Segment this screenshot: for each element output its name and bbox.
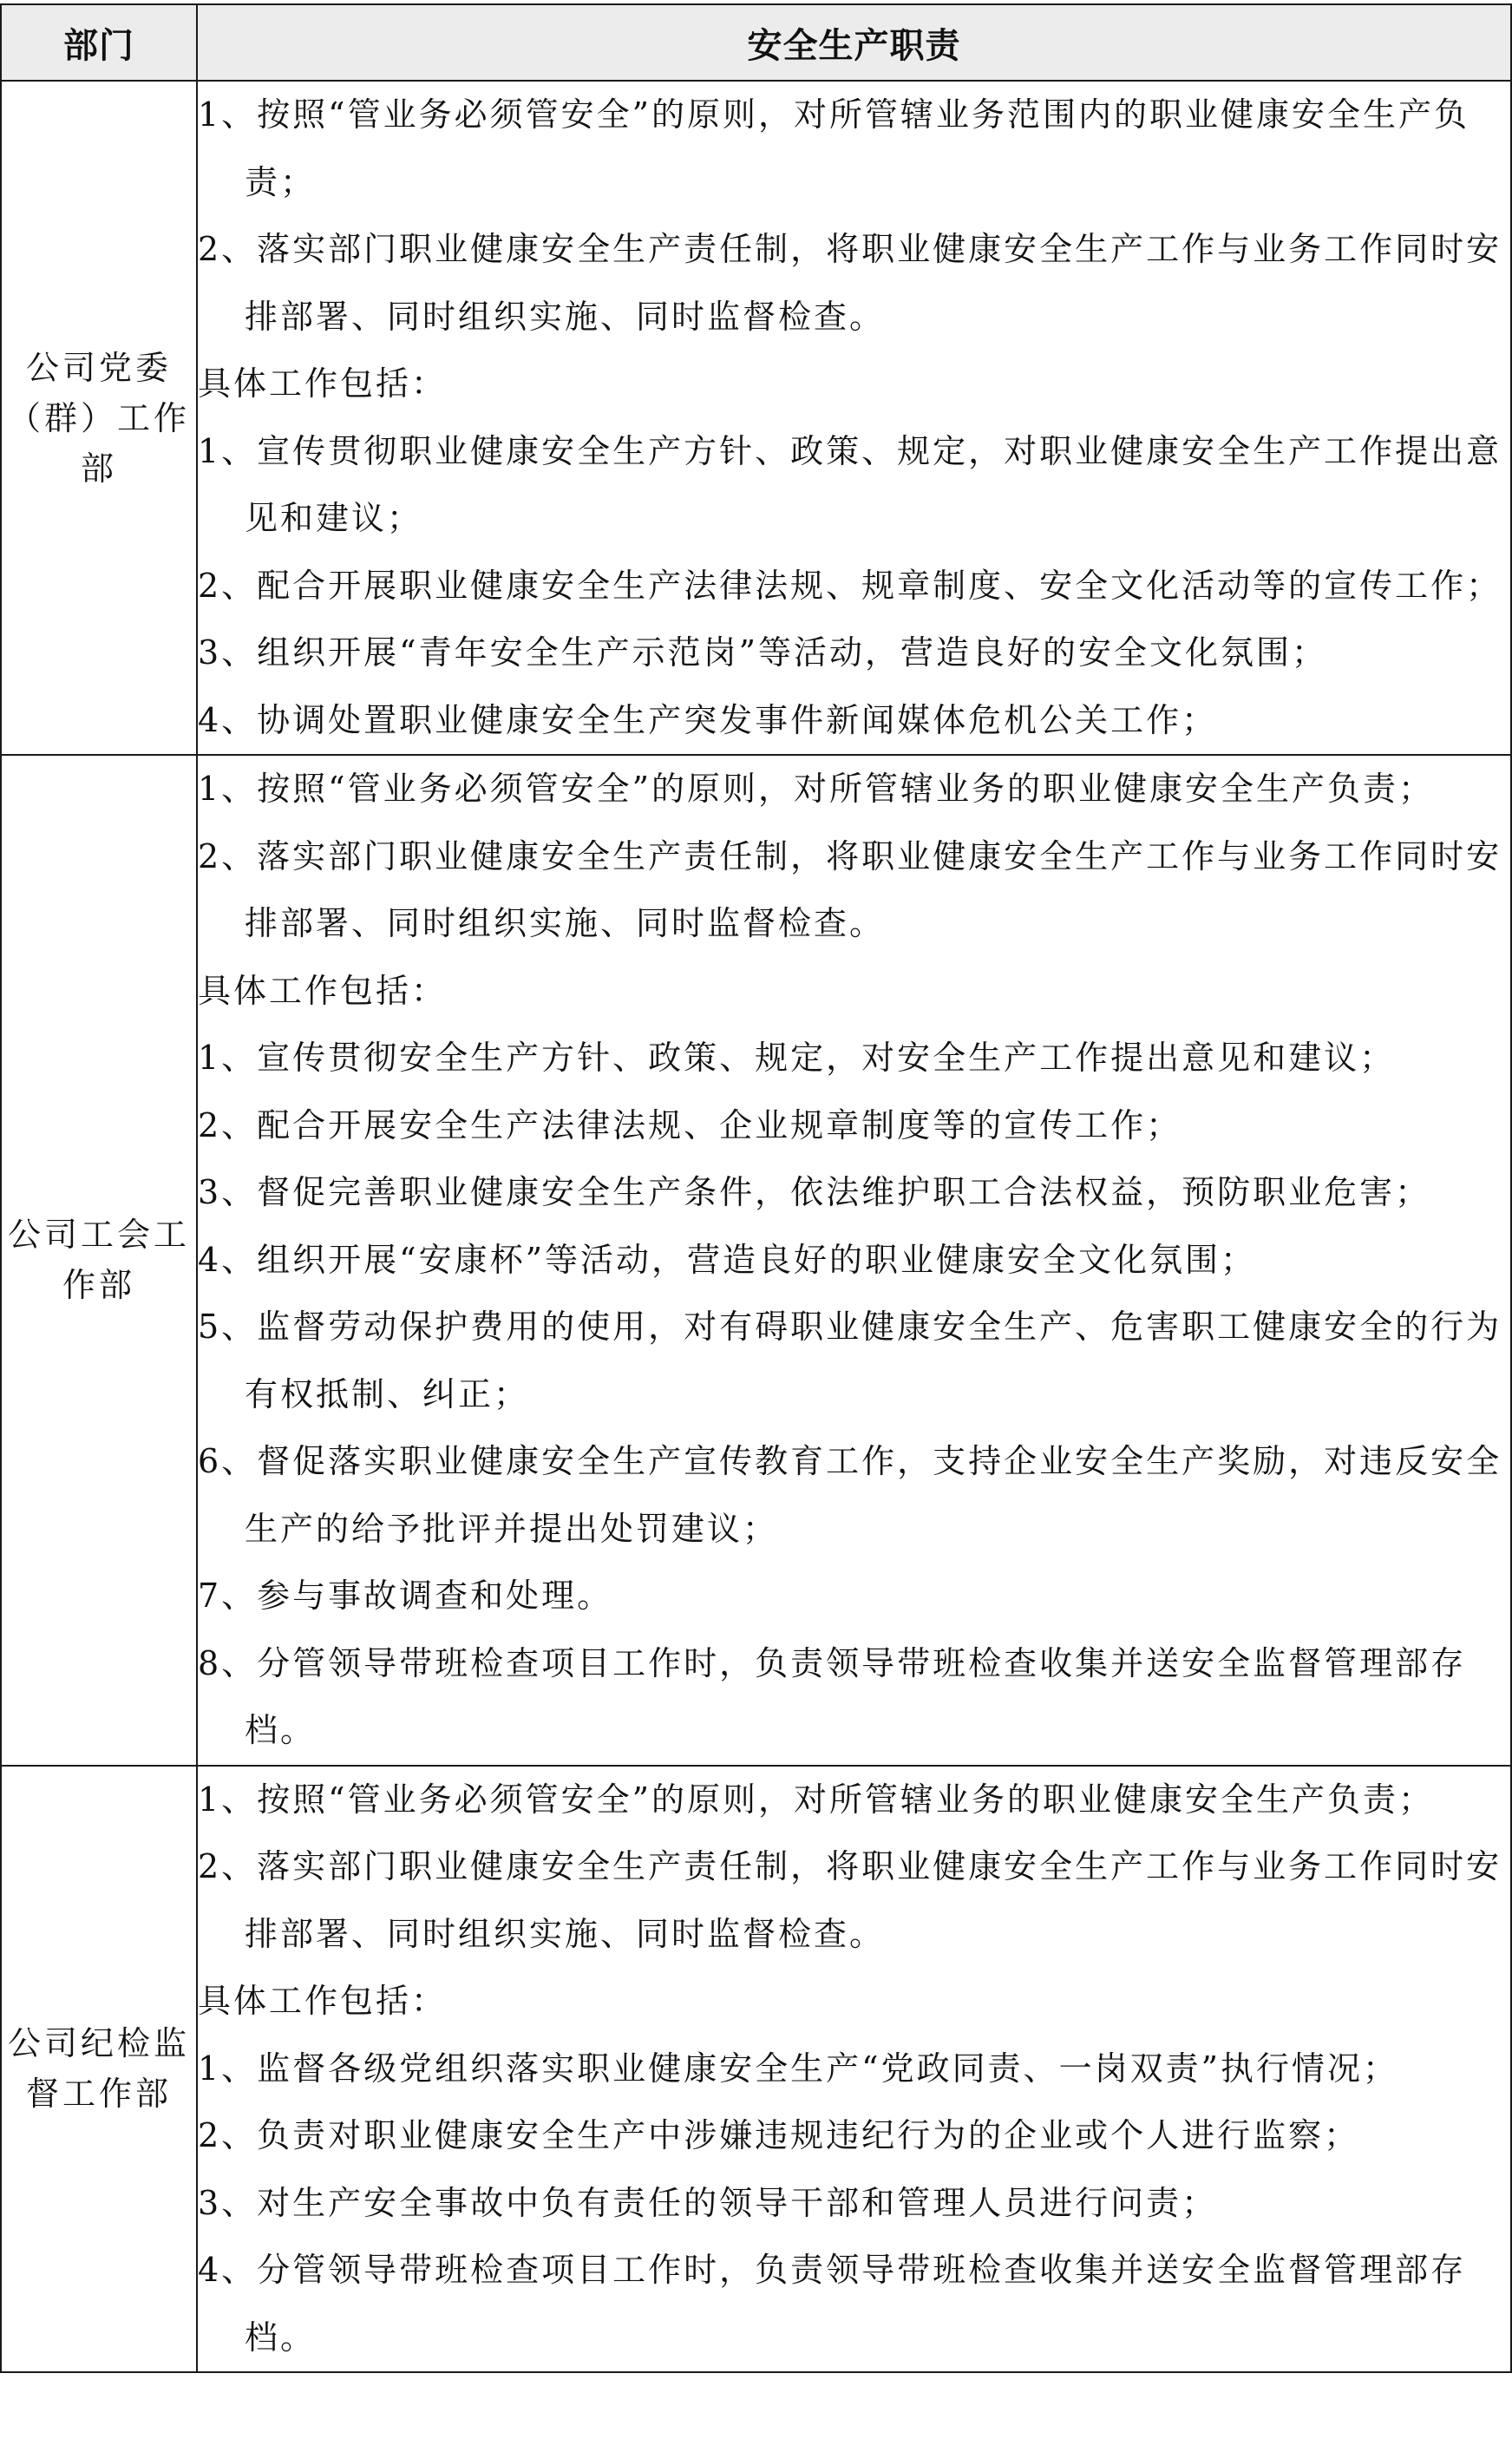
responsibility-table — [0, 3, 1512, 2373]
duty-line: 1、按照“管业务必须管安全”的原则，对所管辖业务的职业健康安全生产负责； — [198, 1780, 1435, 1819]
duty-line: 2、落实部门职业健康安全生产责任制，将职业健康安全生产工作与业务工作同时安排部署、同时组织实施、同时监督检查。 — [198, 836, 1502, 942]
duty-line: 3、对生产安全事故中负有责任的领导干部和管理人员进行问责； — [198, 2183, 1218, 2222]
duty-line: 1、按照“管业务必须管安全”的原则，对所管辖业务范围内的职业健康安全生产负责； — [198, 95, 1470, 201]
duty-line: 4、组织开展“安康杯”等活动，营造良好的职业健康安全文化氛围； — [198, 1240, 1257, 1279]
duty-line: 2、负责对职业健康安全生产中涉嫌违规违纪行为的企业或个人进行监察； — [198, 2116, 1360, 2154]
duty-line: 2、配合开展职业健康安全生产法律法规、规章制度、安全文化活动等的宣传工作； — [198, 566, 1502, 605]
dept-name: 公司党委（群）工作部 — [1, 81, 197, 755]
duty-line: 1、宣传贯彻安全生产方针、政策、规定，对安全生产工作提出意见和建议； — [198, 1039, 1396, 1077]
duty-line: 8、分管领导带班检查项目工作时，负责领导带班检查收集并送安全监督管理部存档。 — [198, 1643, 1467, 1749]
duty-line: 7、参与事故调查和处理。 — [198, 1577, 613, 1615]
duty-line: 1、宣传贯彻职业健康安全生产方针、政策、规定，对职业健康安全生产工作提出意见和建议； — [198, 431, 1502, 537]
duty-line: 2、落实部门职业健康安全生产责任制，将职业健康安全生产工作与业务工作同时安排部署、同时组织实施、同时监督检查。 — [198, 230, 1502, 336]
table-row — [1, 755, 1511, 1766]
duty-line: 1、按照“管业务必须管安全”的原则，对所管辖业务的职业健康安全生产负责； — [198, 770, 1435, 808]
duty-line: 5、监督劳动保护费用的使用，对有碍职业健康安全生产、危害职工健康安全的行为有权抵制、纠正； — [198, 1308, 1502, 1413]
duty-line: 1、监督各级党组织落实职业健康安全生产“党政同责、一岗双责”执行情况； — [198, 2049, 1399, 2088]
duty-cell — [197, 755, 1511, 1766]
duty-line: 6、督促落实职业健康安全生产宣传教育工作，支持企业安全生产奖励，对违反安全生产的给予批评并提出处罚建议； — [198, 1442, 1502, 1548]
duty-line: 4、协调处置职业健康安全生产突发事件新闻媒体危机公关工作； — [198, 700, 1218, 739]
dept-name: 公司工会工作部 — [1, 755, 197, 1766]
duty-subheading: 具体工作包括： — [198, 364, 448, 403]
table-row — [1, 81, 1511, 755]
table-header-row — [1, 4, 1511, 81]
header-dept: 部门 — [1, 4, 197, 81]
duty-line: 4、分管领导带班检查项目工作时，负责领导带班检查收集并送安全监督管理部存档。 — [198, 2251, 1467, 2357]
dept-name: 公司纪检监督工作部 — [1, 1766, 197, 2373]
duty-subheading: 具体工作包括： — [198, 971, 448, 1010]
duty-line: 3、组织开展“青年安全生产示范岗”等活动，营造良好的安全文化氛围； — [198, 633, 1328, 672]
duty-cell — [197, 81, 1511, 755]
duty-line: 2、配合开展安全生产法律法规、企业规章制度等的宣传工作； — [198, 1105, 1182, 1144]
duty-line: 3、督促完善职业健康安全生产条件，依法维护职工合法权益，预防职业危害； — [198, 1173, 1431, 1211]
duty-subheading: 具体工作包括： — [198, 1982, 448, 2020]
duty-line: 2、落实部门职业健康安全生产责任制，将职业健康安全生产工作与业务工作同时安排部署、同时组织实施、同时监督检查。 — [198, 1847, 1502, 1953]
duty-cell — [197, 1766, 1511, 2373]
table-row — [1, 1766, 1511, 2373]
header-duty: 安全生产职责 — [197, 4, 1511, 81]
